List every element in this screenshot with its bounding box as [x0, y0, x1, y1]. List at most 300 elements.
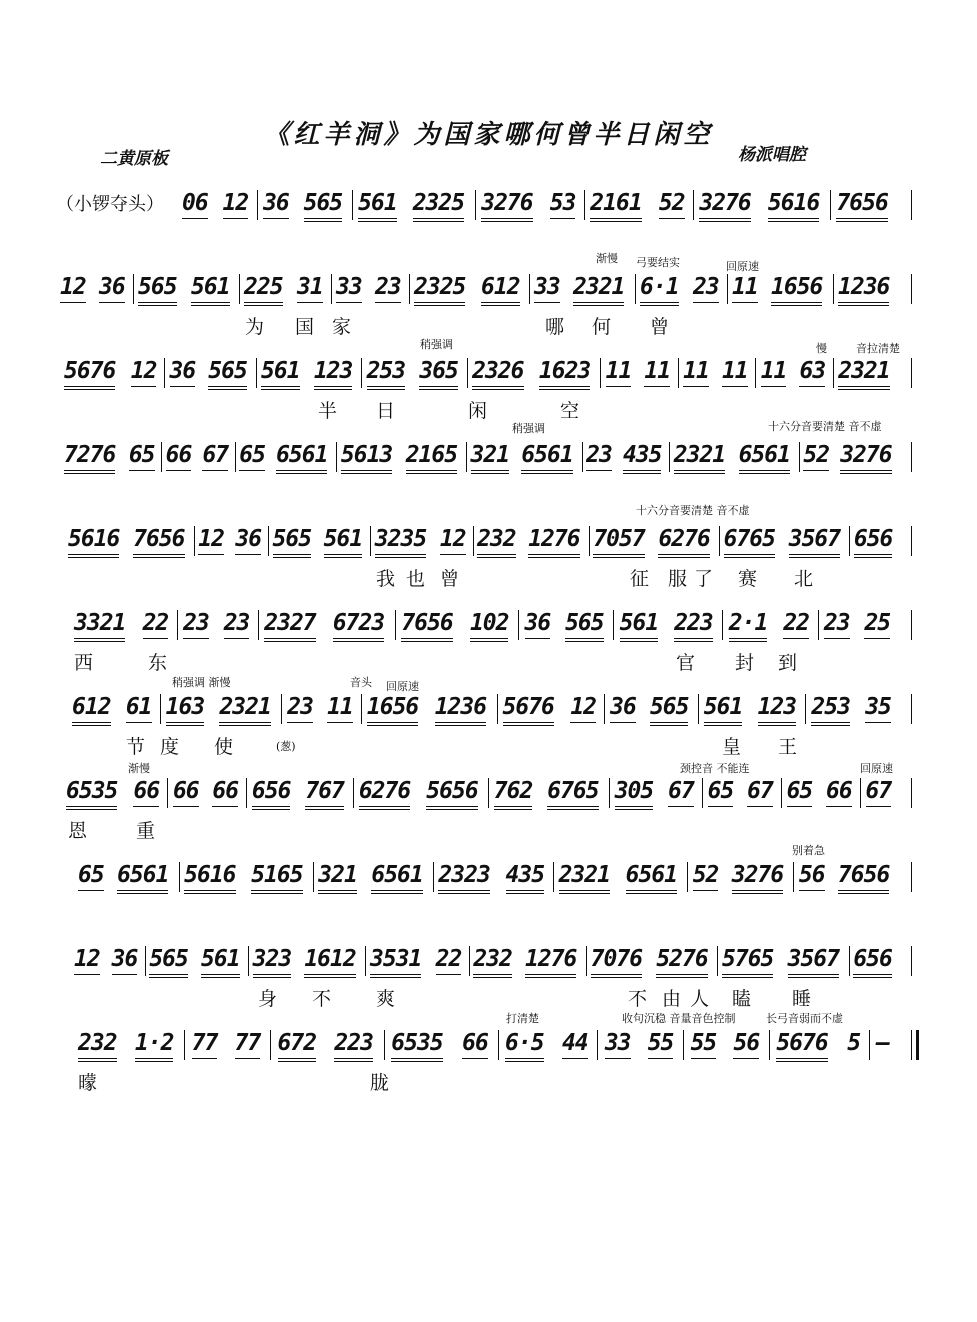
- note-digits: 7656: [401, 610, 453, 636]
- note-digits: 23: [693, 274, 719, 300]
- beam-line: [521, 473, 572, 474]
- note-group: [78, 1028, 117, 1062]
- note-group: [314, 356, 353, 390]
- note-digits: 2321: [838, 358, 890, 384]
- note-digits: 1276: [528, 526, 580, 552]
- note-digits: 365: [419, 358, 458, 384]
- note-group: [435, 692, 486, 726]
- note-group: [212, 776, 238, 810]
- beam-line: [440, 554, 466, 555]
- note-digits: 7276: [64, 442, 116, 468]
- beam-line: [264, 641, 315, 642]
- beam-line: [78, 1061, 117, 1062]
- beam-line: [704, 725, 743, 726]
- note-group: [674, 608, 713, 642]
- score-line: [0, 504, 977, 608]
- beam-line: [758, 722, 797, 723]
- performance-annotation: 回原速: [386, 680, 419, 693]
- note-group: [586, 440, 612, 474]
- beam-line: [304, 977, 355, 978]
- beam-line: [473, 977, 512, 978]
- note-group: [521, 440, 572, 474]
- beam-line: [803, 470, 829, 471]
- beam-line: [99, 302, 125, 303]
- beam-line: [854, 557, 893, 558]
- note-group: [729, 608, 768, 642]
- bar-line: [849, 526, 850, 556]
- lyric-char: 国: [295, 316, 315, 338]
- note-group: [198, 524, 224, 558]
- beam-line: [135, 1058, 174, 1059]
- beam-line: [787, 806, 813, 807]
- beam-line: [212, 806, 238, 807]
- beam-line: [341, 470, 392, 471]
- bar-line: [613, 610, 614, 640]
- note-group: [539, 356, 590, 390]
- beam-line: [406, 470, 457, 471]
- performance-annotation: 长弓音弱而不虚: [766, 1012, 843, 1025]
- beam-line: [776, 1061, 827, 1062]
- beam-line: [811, 725, 850, 726]
- beam-line: [768, 221, 819, 222]
- beam-line: [414, 302, 465, 303]
- beam-line: [547, 806, 598, 807]
- performance-annotation: 慢: [816, 342, 827, 355]
- note-group: [304, 944, 355, 978]
- beam-line: [208, 389, 247, 390]
- beam-line: [314, 386, 353, 387]
- note-group: [74, 608, 125, 642]
- note-digits: 5613: [340, 442, 393, 468]
- bar-line: [268, 526, 269, 556]
- beam-line: [824, 638, 850, 639]
- bar-line: [167, 778, 168, 808]
- beam-line: [261, 386, 300, 387]
- bar-line: [384, 1030, 385, 1060]
- beam-line: [528, 554, 579, 555]
- note-group: [414, 272, 465, 306]
- note-digits: 77: [191, 1030, 218, 1056]
- bar-line: [911, 442, 912, 472]
- beam-line: [304, 221, 343, 222]
- note-group: [494, 776, 533, 810]
- beam-line: [223, 218, 249, 219]
- note-group: [131, 356, 157, 390]
- beam-line: [722, 974, 773, 975]
- bar-line: [331, 274, 332, 304]
- note-digits: 2321: [558, 862, 610, 888]
- lyric-char: 了: [694, 568, 714, 590]
- note-group: [99, 272, 125, 306]
- beam-line: [143, 638, 169, 639]
- note-digits: 253: [366, 358, 406, 384]
- beam-line: [838, 305, 889, 306]
- note-group: [615, 776, 654, 810]
- beam-line: [788, 974, 839, 975]
- note-digits: 56: [733, 1030, 760, 1056]
- beam-line: [149, 974, 188, 975]
- beam-line: [251, 893, 302, 894]
- performance-annotation: 稍强调 渐慢: [172, 676, 231, 689]
- note-digits: 66: [826, 778, 852, 804]
- bar-line: [160, 694, 161, 724]
- note-digits: 2·1: [728, 610, 768, 636]
- beam-line: [191, 305, 230, 306]
- note-digits: 561: [323, 526, 363, 552]
- note-digits: 3531: [370, 946, 422, 972]
- beam-line: [840, 473, 891, 474]
- note-group: [573, 272, 624, 306]
- note-group: [733, 1028, 759, 1062]
- note-digits: 561: [201, 946, 240, 972]
- beam-line: [505, 1058, 544, 1059]
- note-digits: 565: [649, 694, 689, 720]
- note-group: [626, 860, 677, 894]
- note-digits: 6276: [358, 778, 411, 804]
- note-group: [202, 440, 228, 474]
- note-group: [235, 1028, 261, 1062]
- beam-line: [761, 386, 787, 387]
- note-digits: 53: [549, 190, 576, 216]
- note-group: [336, 272, 362, 306]
- beam-line: [333, 641, 384, 642]
- bar-line: [235, 442, 236, 472]
- beam-line: [336, 302, 362, 303]
- beam-line: [401, 641, 452, 642]
- beam-line: [198, 554, 224, 555]
- note-digits: 23: [287, 694, 313, 720]
- note-digits: 33: [336, 274, 362, 300]
- note-digits: 5676: [502, 694, 554, 720]
- note-group: [481, 188, 532, 222]
- note-digits: 11: [605, 358, 632, 384]
- score-line: [0, 762, 977, 860]
- beam-line: [435, 722, 486, 723]
- beam-line: [278, 1061, 317, 1062]
- note-digits: 123: [757, 694, 797, 720]
- note-digits: 52: [803, 442, 830, 468]
- note-group: [838, 272, 889, 306]
- beam-line: [674, 470, 725, 471]
- note-digits: 11: [683, 358, 709, 384]
- notation-line: [0, 944, 977, 978]
- note-digits: 23: [823, 610, 850, 636]
- bar-line: [133, 274, 134, 304]
- note-digits: 52: [692, 862, 719, 888]
- lyric-char: 官: [676, 652, 696, 674]
- lyric-char: 节: [126, 736, 146, 758]
- note-digits: 1236: [838, 274, 890, 300]
- beam-line: [60, 302, 86, 303]
- performance-annotation: 十六分音要清楚 音不虚: [768, 420, 882, 433]
- note-group: [799, 356, 825, 390]
- bar-line: [698, 694, 699, 724]
- note-group: [683, 356, 709, 390]
- beam-line: [693, 302, 719, 303]
- beam-line: [438, 893, 489, 894]
- beam-line: [219, 722, 270, 723]
- note-digits: 6561: [625, 862, 678, 888]
- beam-line: [590, 221, 641, 222]
- lyric-char: 何: [592, 316, 612, 338]
- note-group: [251, 860, 302, 894]
- bar-line: [466, 442, 467, 472]
- beam-line: [471, 473, 510, 474]
- beam-line: [854, 554, 893, 555]
- beam-line: [131, 386, 157, 387]
- note-digits: 1·2: [134, 1030, 174, 1056]
- score-line: [0, 1012, 977, 1112]
- lyric-char: 我: [376, 568, 396, 590]
- bar-line: [258, 610, 259, 640]
- note-digits: 12: [570, 694, 597, 720]
- note-group: [472, 356, 523, 390]
- note-group: [865, 692, 891, 726]
- note-digits: 66: [165, 442, 192, 468]
- performance-annotation: 回原速: [726, 260, 759, 273]
- note-group: [724, 524, 775, 558]
- beam-line: [138, 302, 177, 303]
- beam-line: [170, 386, 196, 387]
- beam-line: [610, 722, 636, 723]
- note-group: [201, 944, 240, 978]
- note-digits: 2327: [264, 610, 316, 636]
- note-group: [375, 524, 426, 558]
- bar-line: [409, 274, 410, 304]
- beam-line: [658, 554, 709, 555]
- beam-line: [570, 722, 596, 723]
- beam-line: [166, 470, 192, 471]
- beam-line: [732, 302, 758, 303]
- note-group: [866, 776, 892, 810]
- beam-line: [297, 302, 323, 303]
- note-digits: 565: [208, 358, 247, 384]
- lyric-line: [0, 816, 977, 842]
- note-digits: 6·1: [640, 274, 679, 300]
- note-group: [278, 1028, 317, 1062]
- note-digits: 762: [493, 778, 533, 804]
- lyric-char: 爽: [376, 988, 396, 1010]
- note-group: [771, 272, 822, 306]
- note-digits: 65: [78, 862, 104, 888]
- bar-line: [184, 1030, 185, 1060]
- note-group: [327, 692, 353, 726]
- note-digits: 12: [130, 358, 157, 384]
- score-line: [0, 188, 977, 272]
- notation-line: [0, 356, 977, 390]
- note-group: [799, 860, 825, 894]
- beam-line: [525, 638, 551, 639]
- beam-line: [318, 890, 357, 891]
- beam-line: [324, 554, 363, 555]
- note-digits: 6561: [521, 442, 573, 468]
- note-group: [788, 944, 839, 978]
- lyric-line: [0, 648, 977, 674]
- lyric-char: 人: [690, 988, 710, 1010]
- beam-line: [722, 386, 748, 387]
- bar-line: [911, 694, 912, 724]
- beam-line: [304, 218, 343, 219]
- beam-line: [481, 221, 532, 222]
- note-group: [263, 188, 289, 222]
- note-group: [876, 1028, 889, 1062]
- beam-line: [494, 806, 533, 807]
- note-digits: 2321: [573, 274, 625, 300]
- bar-line: [433, 862, 434, 892]
- note-digits: 66: [212, 778, 239, 804]
- beam-line: [117, 893, 168, 894]
- lyric-char: 东: [148, 652, 168, 674]
- beam-line: [494, 809, 533, 810]
- beam-line: [733, 1058, 759, 1059]
- lyric-char: 皇: [722, 736, 742, 758]
- bar-line: [727, 274, 728, 304]
- note-group: [659, 188, 685, 222]
- note-digits: 66: [462, 1030, 488, 1056]
- beam-line: [534, 302, 560, 303]
- lyric-char: 胧: [370, 1072, 390, 1094]
- note-digits: 63: [799, 358, 826, 384]
- note-digits: 565: [149, 946, 188, 972]
- note-group: [838, 356, 889, 390]
- beam-line: [573, 305, 624, 306]
- note-digits: 12: [74, 946, 100, 972]
- bar-line: [600, 358, 601, 388]
- bar-line: [529, 274, 530, 304]
- beam-line: [166, 722, 205, 723]
- note-group: [593, 524, 644, 558]
- note-digits: 6561: [117, 862, 169, 888]
- note-digits: 06: [182, 190, 208, 216]
- note-group: [758, 692, 797, 726]
- beam-line: [358, 221, 397, 222]
- bar-line: [488, 778, 489, 808]
- lyric-char: 日: [376, 400, 396, 422]
- beam-line: [865, 722, 891, 723]
- note-digits: 5616: [767, 190, 820, 216]
- note-group: [864, 608, 890, 642]
- note-digits: 3276: [840, 442, 892, 468]
- note-group: [371, 860, 422, 894]
- beam-line: [183, 638, 209, 639]
- note-digits: 565: [138, 274, 177, 300]
- note-digits: 232: [78, 1030, 117, 1056]
- note-digits: 3276: [731, 862, 784, 888]
- note-digits: 55: [647, 1030, 674, 1056]
- bar-line: [609, 778, 610, 808]
- note-digits: 66: [133, 778, 160, 804]
- beam-line: [626, 893, 677, 894]
- beam-line: [276, 473, 327, 474]
- note-group: [341, 440, 392, 474]
- beam-line: [605, 1058, 631, 1059]
- note-group: [359, 776, 410, 810]
- note-group: [640, 272, 679, 306]
- note-digits: 67: [865, 778, 892, 804]
- beam-line: [573, 302, 624, 303]
- beam-line: [724, 554, 775, 555]
- beam-line: [590, 218, 641, 219]
- note-digits: 44: [561, 1030, 588, 1056]
- note-group: [72, 692, 111, 726]
- performance-annotation: 颈控音 不能连: [680, 762, 750, 775]
- beam-line: [244, 302, 283, 303]
- beam-line: [620, 641, 659, 642]
- note-group: [503, 692, 554, 726]
- beam-line: [462, 1058, 488, 1059]
- beam-line: [789, 557, 840, 558]
- notation-line: [0, 440, 977, 474]
- final-bar-line: [911, 1030, 919, 1060]
- note-digits: 7656: [836, 190, 888, 216]
- note-group: [235, 524, 261, 558]
- beam-line: [693, 890, 719, 891]
- note-group: [438, 860, 489, 894]
- notation-line: [0, 524, 977, 558]
- note-group: [704, 692, 743, 726]
- note-group: [126, 692, 152, 726]
- beam-line: [747, 806, 773, 807]
- note-group: [590, 188, 641, 222]
- beam-line: [341, 473, 392, 474]
- beam-line: [208, 386, 247, 387]
- beam-line: [367, 722, 418, 723]
- note-digits: 6765: [723, 526, 775, 552]
- note-group: [477, 524, 516, 558]
- bar-line: [911, 274, 912, 304]
- note-group: [426, 776, 477, 810]
- bar-line: [395, 610, 396, 640]
- note-group: [656, 944, 707, 978]
- beam-line: [472, 386, 523, 387]
- beam-line: [359, 809, 410, 810]
- beam-line: [771, 305, 822, 306]
- note-digits: 5676: [776, 1030, 828, 1056]
- note-digits: 2325: [412, 190, 465, 216]
- note-digits: 3276: [481, 190, 533, 216]
- note-group: [112, 944, 138, 978]
- note-digits: 56: [798, 862, 825, 888]
- beam-line: [359, 806, 410, 807]
- beam-line: [273, 557, 312, 558]
- beam-line: [375, 554, 426, 555]
- beam-line: [620, 638, 659, 639]
- beam-line: [758, 725, 797, 726]
- bar-line: [635, 274, 636, 304]
- note-group: [506, 860, 545, 894]
- note-digits: 3276: [699, 190, 751, 216]
- note-group: [129, 440, 155, 474]
- bar-line: [717, 946, 718, 976]
- beam-line: [68, 554, 119, 555]
- note-group: [534, 272, 560, 306]
- note-digits: 52: [658, 190, 685, 216]
- lyric-char: 重: [136, 820, 156, 842]
- lyric-line: [0, 984, 977, 1010]
- beam-line: [375, 557, 426, 558]
- beam-line: [413, 221, 464, 222]
- bar-line: [370, 526, 371, 556]
- beam-line: [481, 218, 532, 219]
- beam-line: [66, 806, 117, 807]
- beam-line: [547, 809, 598, 810]
- beam-line: [304, 974, 355, 975]
- note-group: [761, 356, 787, 390]
- note-digits: 5765: [722, 946, 774, 972]
- beam-line: [640, 305, 679, 306]
- intro-label: （小锣夺头）: [56, 194, 164, 215]
- note-digits: 612: [481, 274, 520, 300]
